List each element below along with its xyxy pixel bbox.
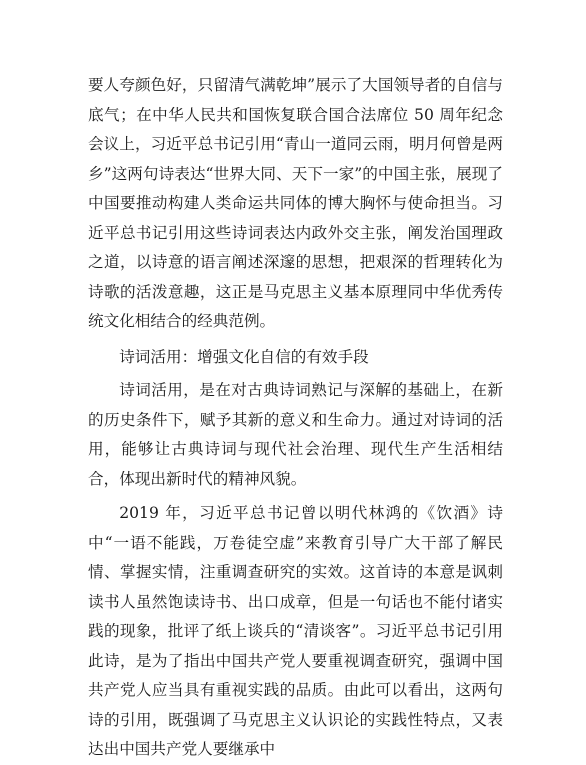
paragraph-poetry-application: 诗词活用，是在对古典诗词熟记与深解的基础上，在新的历史条件下，赋予其新的意义和生命力。通过对诗词的活用，能够让古典诗词与现代社会治理、现代生产生活相结合，体现出新时代的精神风貌。 bbox=[88, 381, 503, 488]
section-heading: 诗词活用：增强文化自信的有效手段 bbox=[119, 347, 369, 366]
paragraph-2019-example: 2019 年，习近平总书记曾以明代林鸿的《饮酒》诗中“一语不能践，万卷徒空虚”来教育引导广大干部了解民情、掌握实情，注重调查研究的实效。这首诗的本意是讽刺读书人虽然饱读诗书、出口成章，但是一句话也不能付诸实践的现象，批评了纸上谈兵的“清谈客”。习近平总书记引用此诗，是为了指出中国共产党人要重视调查研究，强调中国共产党人应当具有重视实践的品质。由此可以看出，这两句诗的引用，既强调了马克思主义认识论的实践性特点，又表达出中国共产党人要继承中 bbox=[88, 504, 503, 758]
paragraph-continuation: 要人夸颜色好，只留清气满乾坤”展示了大国领导者的自信与底气；在中华人民共和国恢复联合国合法席位 50 周年纪念会议上，习近平总书记引用“青山一道同云雨，明月何曾是两乡”这两句诗表达“世界大同、天下一家”的中国主张，展现了中国要推动构建人类命运共同体的博大胸怀与使命担当。习近平总书记引用这些诗词表达内政外交主张，阐发治国理政之道，以诗意的语言阐述深邃的思想，把艰深的哲理转化为诗歌的活泼意趣，这正是马克思主义基本原理同中华优秀传统文化相结合的经典范例。 bbox=[88, 76, 503, 330]
document-body bbox=[88, 71, 503, 765]
